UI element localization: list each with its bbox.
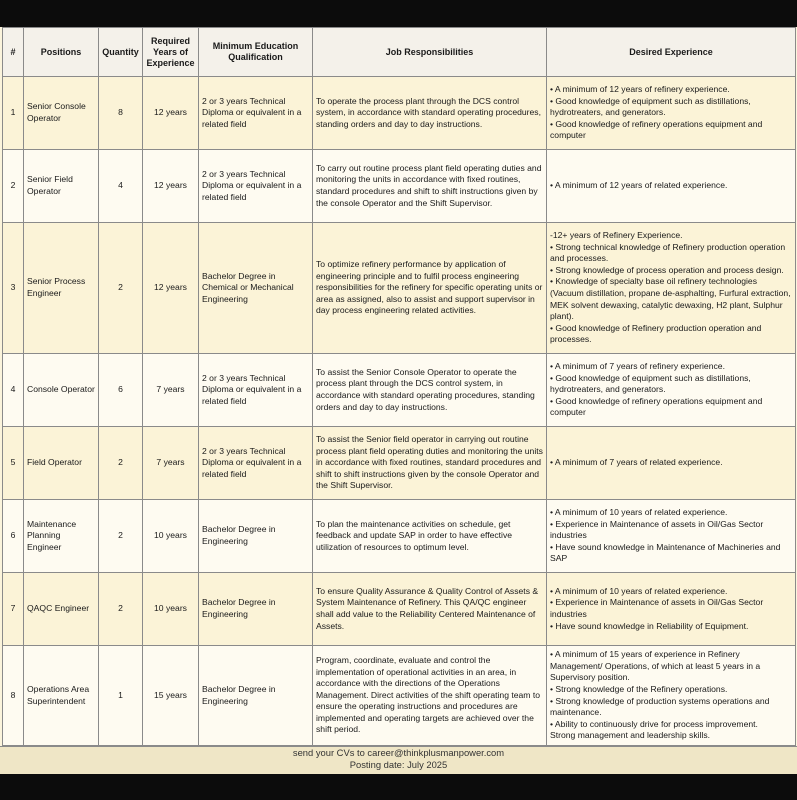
table-header-row: [3, 28, 796, 77]
desired-experience: [547, 354, 796, 427]
row-number: 6: [3, 500, 24, 573]
desired-experience: [547, 500, 796, 573]
education-qualification: Bachelor Degree in Chemical or Mechanical Engineering: [199, 223, 313, 354]
experience-line: • A minimum of 10 years of related experience.: [550, 507, 728, 518]
job-responsibilities: Program, coordinate, evaluate and control the implementation of operational activities in an area, in accordance with the directions of the Operations Management. Direct activities of the shift operating team to ensure the operating instructions and procedures are implemented and operating targets are achieved over the shift period.: [313, 646, 547, 746]
position-quantity: 6: [99, 354, 143, 427]
education-qualification: 2 or 3 years Technical Diploma or equivalent in a related field: [199, 427, 313, 500]
experience-line: • A minimum of 7 years of related experience.: [550, 457, 723, 468]
experience-line: • Knowledge of specialty base oil refinery technologies (Vacuum distillation, propane de-asphalting, Furfural extraction, MEK solvent dewaxing, catalytic dewaxing, H2 plant, Sulphur plant).: [550, 276, 791, 322]
experience-line: • Strong knowledge of the Refinery operations.: [550, 683, 728, 694]
experience-line: • Good knowledge of refinery operations equipment and computer: [550, 395, 763, 418]
job-responsibilities: To plan the maintenance activities on schedule, get feedback and update SAP in order to have effective utilization of resources to optimum level.: [313, 500, 547, 573]
footer: [0, 746, 797, 774]
header-desired-experience: Desired Experience: [547, 28, 796, 77]
job-responsibilities: To assist the Senior field operator in carrying out routine process plant field operating duties and monitoring the units in accordance with fixed routines, standard procedures and shift to shift instructions given by the console Operator and the Shift Supervisor.: [313, 427, 547, 500]
position-name: Maintenance Planning Engineer: [24, 500, 99, 573]
job-postings-sheet: [0, 27, 797, 773]
experience-line: • Have sound knowledge in Maintenance of Machineries and SAP: [550, 541, 781, 564]
row-number: 3: [3, 223, 24, 354]
desired-experience: [547, 77, 796, 150]
table-row: [3, 354, 796, 427]
table-row: [3, 500, 796, 573]
position-quantity: 1: [99, 646, 143, 746]
experience-line: -12+ years of Refinery Experience.: [550, 230, 683, 241]
position-quantity: 2: [99, 223, 143, 354]
table-row: [3, 150, 796, 223]
header-quantity: Quantity: [99, 28, 143, 77]
desired-experience: [547, 573, 796, 646]
experience-line: • Experience in Maintenance of assets in Oil/Gas Sector industries: [550, 518, 764, 541]
header-education: Minimum Education Qualification: [199, 28, 313, 77]
header-positions: Positions: [24, 28, 99, 77]
row-number: 1: [3, 77, 24, 150]
position-name: Field Operator: [24, 427, 99, 500]
position-quantity: 2: [99, 573, 143, 646]
posting-date-text: Posting date: July 2025: [349, 759, 448, 770]
header-required-years: Required Years of Experience: [143, 28, 199, 77]
experience-line: • Good knowledge of equipment such as distillations, hydrotreaters, and generators.: [550, 372, 751, 395]
desired-experience: [547, 427, 796, 500]
education-qualification: Bachelor Degree in Engineering: [199, 500, 313, 573]
experience-line: • A minimum of 12 years of refinery experience.: [550, 84, 730, 95]
education-qualification: 2 or 3 years Technical Diploma or equivalent in a related field: [199, 354, 313, 427]
desired-experience: [547, 223, 796, 354]
position-name: Senior Field Operator: [24, 150, 99, 223]
job-responsibilities: To optimize refinery performance by application of engineering principle and to fulfil process engineering responsibilities for the refinery for specific operating units or area as assigned, also to assist and support supervisor in day process engineering related activities.: [313, 223, 547, 354]
required-years: 7 years: [143, 354, 199, 427]
required-years: 12 years: [143, 223, 199, 354]
required-years: 12 years: [143, 77, 199, 150]
header-responsibilities: Job Responsibilities: [313, 28, 547, 77]
experience-line: • Good knowledge of equipment such as distillations, hydrotreaters, and generators.: [550, 95, 751, 118]
table-row: [3, 77, 796, 150]
experience-line: • Strong technical knowledge of Refinery production operation and processes.: [550, 241, 786, 264]
header-number: #: [3, 28, 24, 77]
required-years: 10 years: [143, 500, 199, 573]
experience-line: • A minimum of 10 years of related experience.: [550, 585, 728, 596]
table-row: [3, 427, 796, 500]
desired-experience: [547, 646, 796, 746]
experience-line: • Strong knowledge of production systems operations and maintenance.: [550, 695, 770, 718]
desired-experience: [547, 150, 796, 223]
position-name: QAQC Engineer: [24, 573, 99, 646]
position-quantity: 2: [99, 500, 143, 573]
experience-line: • A minimum of 15 years of experience in Refinery Management/ Operations, of which at least 5 years in a Supervisory position.: [550, 649, 761, 683]
job-responsibilities: To carry out routine process plant field operating duties and monitoring the units in accordance with fixed routines, standard procedures and shift to shift instructions given by the console Operator and the Shift Supervisor.: [313, 150, 547, 223]
job-positions-table: [2, 27, 796, 746]
education-qualification: 2 or 3 years Technical Diploma or equivalent in a related field: [199, 150, 313, 223]
required-years: 10 years: [143, 573, 199, 646]
job-responsibilities: To ensure Quality Assurance & Quality Control of Assets & System Maintenance of Refinery. This QA/QC engineer shall add value to the Reliability Centered Maintenance of Assets.: [313, 573, 547, 646]
position-quantity: 4: [99, 150, 143, 223]
experience-line: • Strong knowledge of process operation and process design.: [550, 264, 784, 275]
education-qualification: Bachelor Degree in Engineering: [199, 646, 313, 746]
job-responsibilities: To operate the process plant through the DCS control system, in accordance with standard operating procedures, standing orders and day to day instructions.: [313, 77, 547, 150]
education-qualification: 2 or 3 years Technical Diploma or equivalent in a related field: [199, 77, 313, 150]
row-number: 7: [3, 573, 24, 646]
experience-line: • Good knowledge of Refinery production operation and processes.: [550, 322, 762, 345]
required-years: 12 years: [143, 150, 199, 223]
job-responsibilities: To assist the Senior Console Operator to operate the process plant through the DCS control system, in accordance with standard operating procedures, standing orders and day to day instructions.: [313, 354, 547, 427]
contact-email-text: send your CVs to career@thinkplusmanpower.com: [292, 747, 505, 758]
education-qualification: Bachelor Degree in Engineering: [199, 573, 313, 646]
row-number: 2: [3, 150, 24, 223]
experience-line: • A minimum of 12 years of related experience.: [550, 180, 728, 191]
experience-line: • A minimum of 7 years of refinery experience.: [550, 361, 725, 372]
table-row: [3, 223, 796, 354]
table-row: [3, 573, 796, 646]
row-number: 4: [3, 354, 24, 427]
position-name: Operations Area Superintendent: [24, 646, 99, 746]
position-name: Senior Process Engineer: [24, 223, 99, 354]
position-quantity: 2: [99, 427, 143, 500]
row-number: 5: [3, 427, 24, 500]
table-row: [3, 646, 796, 746]
required-years: 7 years: [143, 427, 199, 500]
position-name: Senior Console Operator: [24, 77, 99, 150]
experience-line: • Ability to continuously drive for process improvement.: [550, 718, 758, 729]
experience-line: • Good knowledge of refinery operations equipment and computer: [550, 118, 763, 141]
experience-line: • Experience in Maintenance of assets in Oil/Gas Sector industries: [550, 597, 764, 619]
experience-line: • Have sound knowledge in Reliability of Equipment.: [550, 620, 749, 631]
required-years: 15 years: [143, 646, 199, 746]
position-name: Console Operator: [24, 354, 99, 427]
experience-line: Strong management and leadership skills.: [550, 730, 711, 741]
row-number: 8: [3, 646, 24, 746]
position-quantity: 8: [99, 77, 143, 150]
